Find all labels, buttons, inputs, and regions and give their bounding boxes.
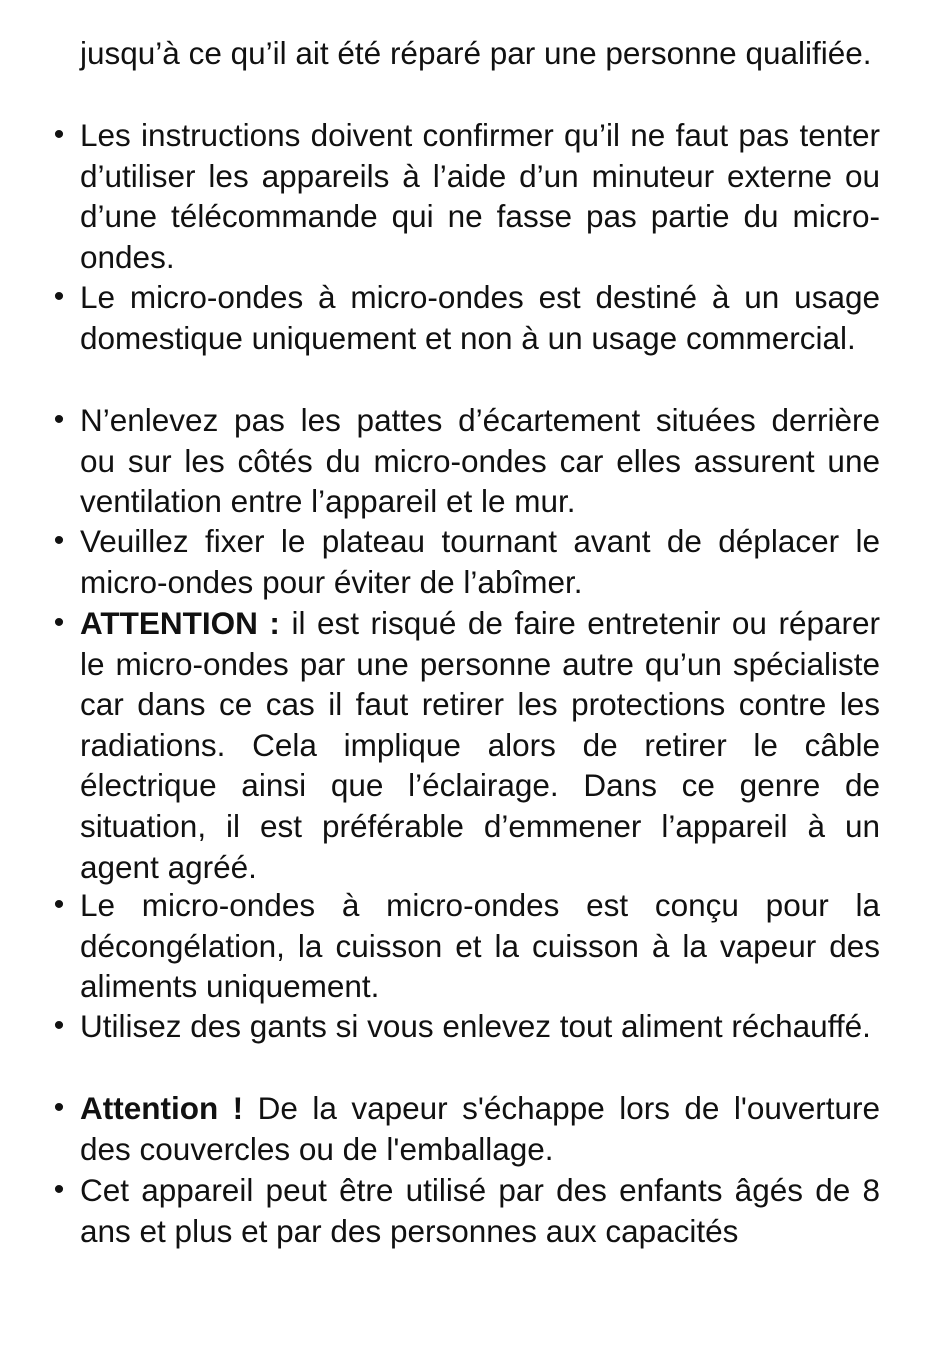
list-item-turntable: Veuillez fixer le plateau tournant avant de déplacer le micro-ondes pour éviter de l’abîmer.: [80, 523, 880, 600]
list-item-intended-use: Le micro-ondes à micro-ondes est conçu pour la décongélation, la cuisson et la cuisson à la vapeur des aliments uniquement.: [80, 887, 880, 1005]
list-item-children: Cet appareil peut être utilisé par des enfants âgés de 8 ans et plus et par des personnes aux capacités: [80, 1172, 880, 1249]
attention-label: Attention !: [80, 1090, 244, 1126]
list-item-domestic-use: Le micro-ondes à micro-ondes est destiné à un usage domestique uniquement et non à un usage commercial.: [80, 279, 880, 356]
bullet-icon: •: [53, 888, 65, 921]
attention-label: ATTENTION :: [80, 605, 280, 641]
bullet-icon: •: [53, 524, 65, 557]
bullet-icon: •: [53, 118, 65, 151]
bullet-icon: •: [53, 1009, 65, 1042]
paragraph-continuation: jusqu’à ce qu’il ait été réparé par une personne qualifiée.: [80, 35, 872, 71]
bullet-icon: •: [53, 1091, 65, 1124]
bullet-icon: •: [53, 1173, 65, 1206]
bullet-icon: •: [53, 403, 65, 436]
bullet-icon: •: [53, 280, 65, 313]
list-item-steam-warning: [80, 1088, 880, 1169]
list-item-gloves: Utilisez des gants si vous enlevez tout aliment réchauffé.: [80, 1008, 871, 1044]
attention-repair-text: il est risqué de faire entretenir ou réparer le micro-ondes par une personne autre qu’un spécialiste car dans ce cas il faut retirer les protections contre les radiations. Cela implique alors de retirer le câble électrique ainsi que l’éclairage. Dans ce genre de situation, il est préférable d’emmener l’appareil à un agent agréé.: [80, 605, 880, 885]
bullet-icon: •: [53, 606, 65, 639]
list-item-attention-repair: [80, 603, 880, 887]
list-item-spacers: N’enlevez pas les pattes d’écartement situées derrière ou sur les côtés du micro-ondes car elles assurent une ventilation entre l’appareil et le mur.: [80, 402, 880, 520]
list-item-timer-remote: Les instructions doivent confirmer qu’il ne faut pas tenter d’utiliser les appareils à l’aide d’un minuteur externe ou d’une télécommande qui ne fasse pas partie du micro-ondes.: [80, 117, 880, 275]
steam-warning-text: De la vapeur s'échappe lors de l'ouverture des couvercles ou de l'emballage.: [80, 1090, 880, 1167]
